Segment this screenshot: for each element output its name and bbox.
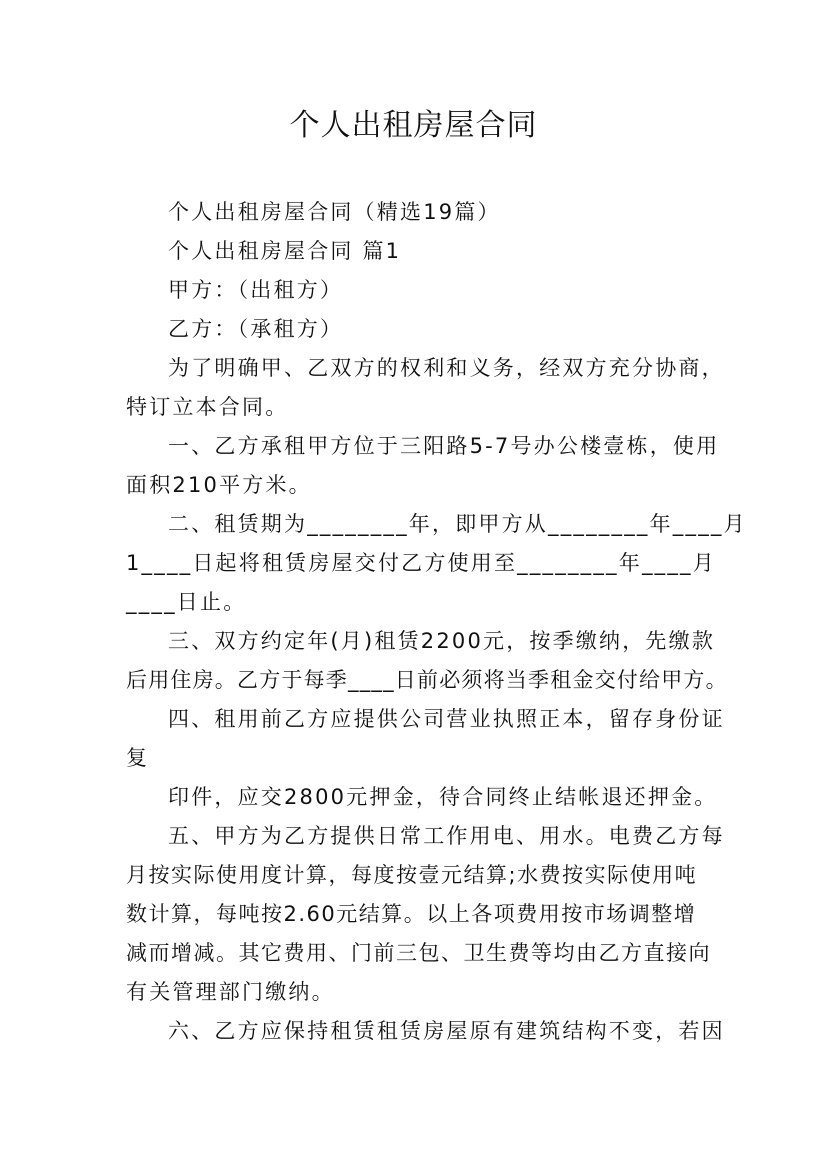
paragraph-line: 二、租赁期为________年，即甲方从________年____月 — [168, 512, 747, 536]
paragraph-line: 为了明确甲、乙双方的权利和义务，经双方充分协商， — [168, 356, 725, 380]
paragraph-line: 六、乙方应保持租赁租赁房屋原有建筑结构不变，若因 — [168, 1019, 725, 1043]
paragraph-line: 三、双方约定年(月)租赁2200元，按季缴纳，先缴款 — [168, 629, 716, 653]
party-a-line: 甲方：（出租方） — [168, 278, 344, 302]
paragraph-line: 数计算，每吨按2.60元结算。以上各项费用按市场调整增 — [126, 902, 697, 926]
party-b-line: 乙方：（承租方） — [168, 317, 344, 341]
subtitle-line: 个人出租房屋合同（精选19篇） — [168, 200, 501, 224]
paragraph-line: 1____日起将租赁房屋交付乙方使用至________年____月 — [126, 551, 716, 575]
paragraph-line: 月按实际使用度计算，每度按壹元结算;水费按实际使用吨 — [126, 863, 698, 887]
paragraph-line: 面积210平方米。 — [126, 473, 312, 497]
paragraph-line: 复 — [126, 746, 150, 770]
paragraph-line: 四、租用前乙方应提供公司营业执照正本，留存身份证 — [168, 707, 725, 731]
paragraph-line: 五、甲方为乙方提供日常工作用电、用水。电费乙方每 — [168, 824, 725, 848]
paragraph-line: 减而增减。其它费用、门前三包、卫生费等均由乙方直接向 — [126, 941, 711, 965]
paragraph-line: 特订立本合同。 — [126, 395, 289, 419]
paragraph-line: ____日止。 — [126, 590, 247, 614]
paragraph-line: 有关管理部门缴纳。 — [126, 980, 335, 1004]
paragraph-line: 印件，应交2800元押金，待合同终止结帐退还押金。 — [168, 785, 718, 809]
paragraph-line: 后用住房。乙方于每季____日前必须将当季租金交付给甲方。 — [126, 668, 728, 692]
document-title: 个人出租房屋合同 — [289, 108, 538, 143]
section-heading: 个人出租房屋合同 篇1 — [168, 239, 402, 263]
paragraph-line: 一、乙方承租甲方位于三阳路5-7号办公楼壹栋，使用 — [168, 434, 720, 458]
